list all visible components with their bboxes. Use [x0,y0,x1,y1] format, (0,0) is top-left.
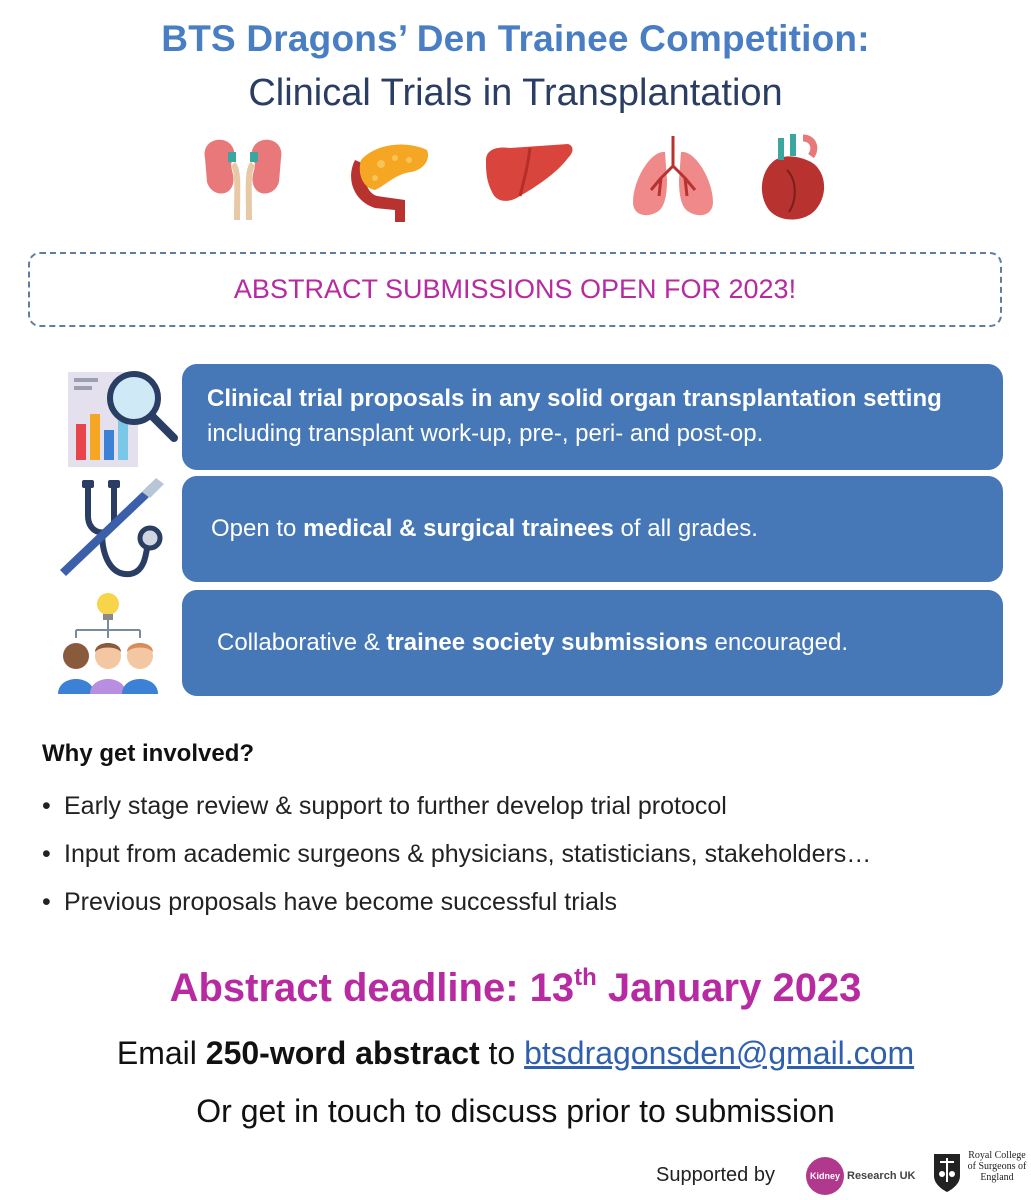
info-box-text-pre: Open to [211,514,304,542]
email-link[interactable]: btsdragonsden@gmail.com [524,1035,915,1071]
email-pre: Email [116,1035,206,1071]
deadline-ordinal: th [574,964,597,991]
email-mid: to [479,1035,525,1071]
page-subtitle: Clinical Trials in Transplantation [248,72,783,114]
organ-icons-row [195,130,835,226]
submissions-open-banner: ABSTRACT SUBMISSIONS OPEN FOR 2023! [28,252,1002,327]
heart-icon [747,130,843,226]
email-instruction [0,1035,1031,1072]
team-idea-icon [52,590,180,695]
stethoscope-scalpel-icon [52,476,180,581]
kidney-research-uk-logo [806,1156,920,1196]
kidneys-icon [195,130,291,226]
why-bullet-list [42,788,871,932]
page-title: BTS Dragons’ Den Trainee Competition: [161,18,870,59]
why-heading: Why get involved? [42,740,255,767]
liver-icon [480,130,576,226]
royal-college-surgeons-logo [930,1148,1026,1196]
info-box-text: including transplant work-up, pre-, peri- and post-op. [207,420,764,447]
kidney-logo-text: Research UK [847,1170,916,1182]
list-item: • Input from academic surgeons & physicians, statisticians, stakeholders… [42,836,871,884]
info-box-text-pre: Collaborative & [217,628,387,656]
info-box-bold: trainee society submissions [386,628,708,656]
info-box-text: encouraged. [707,628,848,656]
list-item: • Early stage review & support to further develop trial protocol [42,788,871,836]
abstract-deadline [0,964,1031,1011]
email-bold: 250-word abstract [205,1035,480,1071]
deadline-prefix: Abstract deadline: 13 [169,966,575,1010]
info-box-bold: Clinical trial proposals in any solid organ transplantation setting [207,385,942,413]
deadline-date: January 2023 [596,966,862,1010]
pancreas-icon [335,130,431,226]
info-box-bold: medical & surgical trainees [303,514,614,542]
rcs-logo-text: Royal College of Surgeons of England [967,1150,1027,1183]
info-box-proposals [182,364,1003,470]
crest-icon [930,1148,964,1194]
info-box-text: of all grades. [613,514,758,542]
supported-by-label: Supported by [656,1164,775,1186]
contact-note: Or get in touch to discuss prior to submission [196,1093,835,1129]
kidney-logo-mark: Kidney [806,1157,844,1195]
lungs-icon [625,130,721,226]
info-box-eligibility [182,476,1003,582]
list-item: • Previous proposals have become successful trials [42,884,871,932]
info-box-collaboration [182,590,1003,696]
chart-magnifier-icon [52,364,180,469]
